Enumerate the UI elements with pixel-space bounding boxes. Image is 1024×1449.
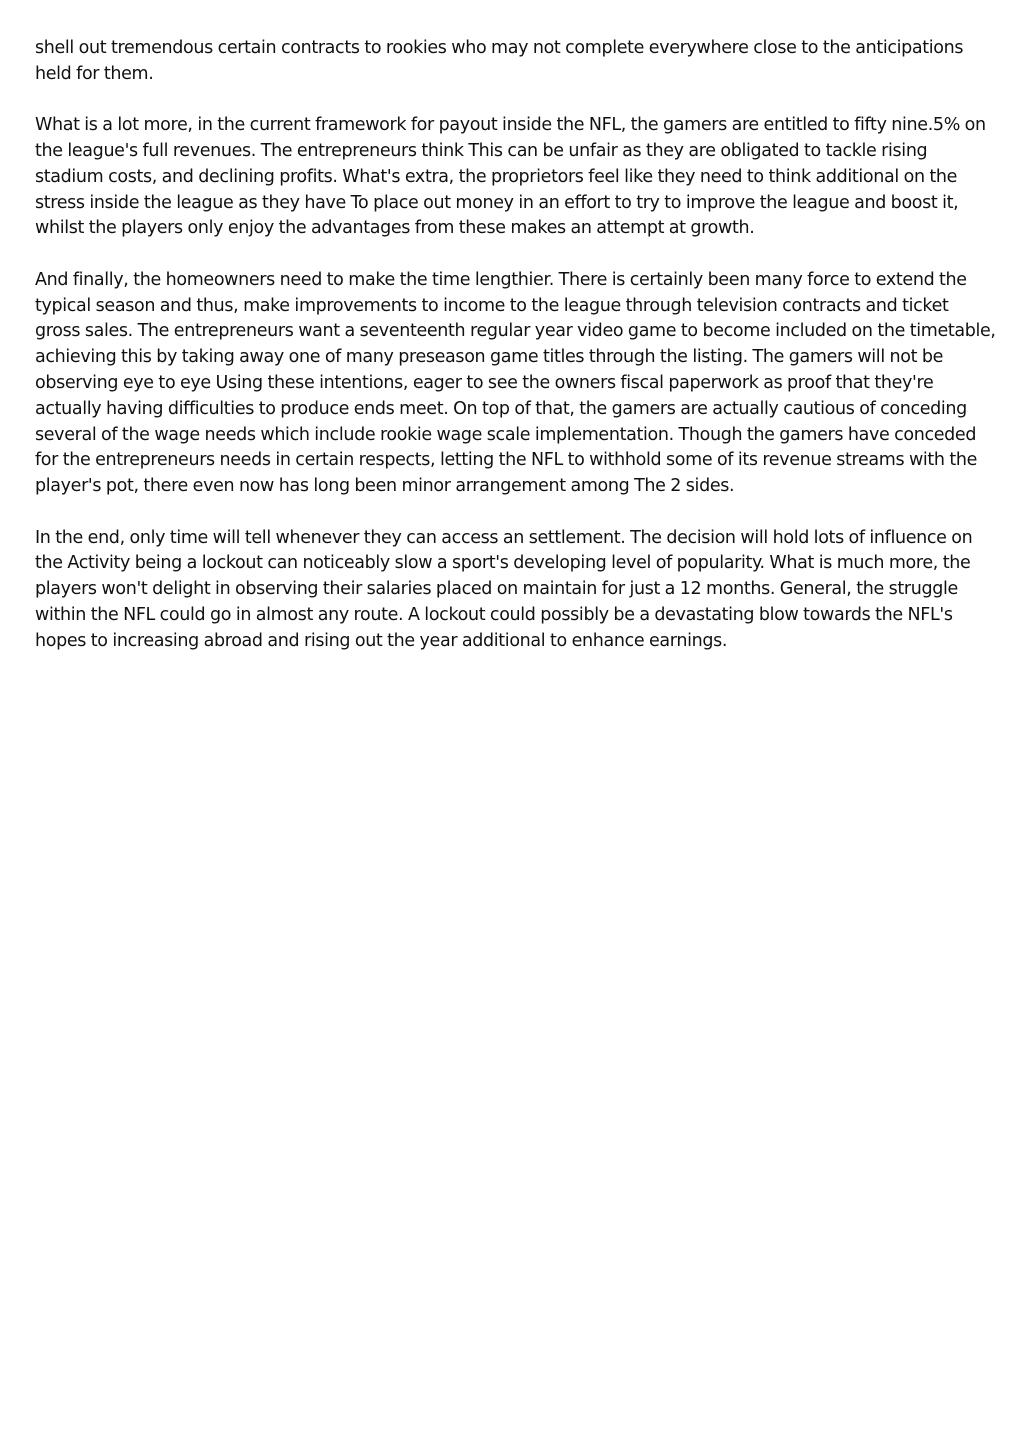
paragraph-3: And finally, the homeowners need to make the time lengthier. There is certainly been many force to extend the typical season and thus, make improvements to income to the league through television contracts and ticket gross sales. The entrepreneurs want a seventeenth regular year video game to become included on the timetable, achieving this by taking away one of many preseason game titles through the listing. The gamers will not be observing eye to eye Using these intentions, eager to see the owners fiscal paperwork as proof that they're actually having difficulties to produce ends meet. On top of that, the gamers are actually cautious of conceding several of the wage needs which include rookie wage scale implementation. Though the gamers have conceded for the entrepreneurs needs in certain respects, letting the NFL to withhold some of its revenue streams with the player's pot, there even now has long been minor arrangement among The 2 sides.: [35, 269, 996, 497]
paragraph-4: In the end, only time will tell whenever they can access an settlement. The decision will hold lots of influence on the Activity being a lockout can noticeably slow a sport's developing level of popularity. What is much more, the players won't delight in observing their salaries placed on maintain for just a 12 months. General, the struggle within the NFL could go in almost any route. A lockout could possibly be a devastating blow towards the NFL's hopes to increasing abroad and rising out the year additional to enhance earnings.: [35, 527, 973, 651]
document-body: [35, 36, 997, 680]
paragraph-1: shell out tremendous certain contracts to rookies who may not complete everywhere close to the anticipations held for them.: [35, 38, 964, 84]
paragraph-2: What is a lot more, in the current framework for payout inside the NFL, the gamers are entitled to fifty nine.5% on the league's full revenues. The entrepreneurs think This can be unfair as they are obligated to tackle rising stadium costs, and declining profits. What's extra, the proprietors feel like they need to think additional on the stress inside the league as they have To place out money in an effort to try to improve the league and boost it, whilst the players only enjoy the advantages from these makes an attempt at growth.: [35, 115, 986, 239]
